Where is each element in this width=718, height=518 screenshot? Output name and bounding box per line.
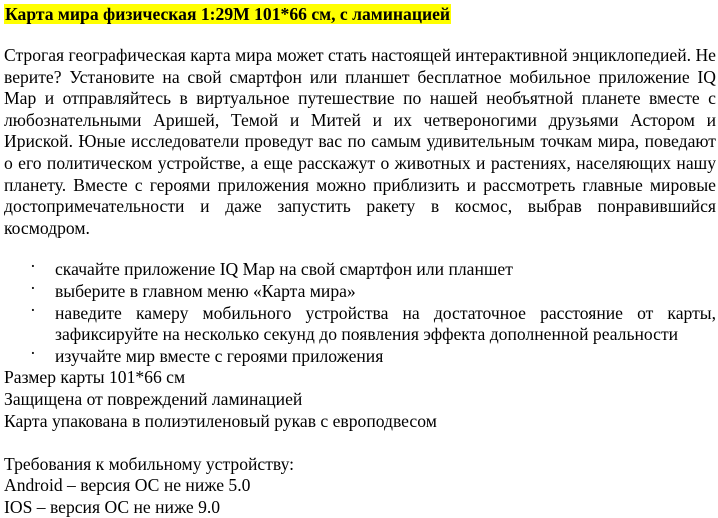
intro-paragraph: Строгая географическая карта мира может стать настоящей интерактивной энциклопедией. Не верите? Установите на свой смартфон или планшет бесплатное мобильное приложение IQ Map и отправляйтесь в виртуальное путешествие по нашей необъятной планете вместе с любознательными Аришей, Темой и Митей и их четвероногими друзьями Астором и Ириской. Юные исследователи проведут вас по самым удивительным точкам мира, поведают о его политическом устройстве, а еще расскажут о животных и растениях, населяющих нашу планету. Вместе с героями приложения можно приблизить и рассмотреть главные мировые достопримечательности и даже запустить ракету в космос, выбрав понравившийся космодром. bbox=[4, 45, 716, 238]
step-text: скачайте приложение IQ Map на свой смартфон или планшет bbox=[55, 259, 513, 280]
bullet-icon: · bbox=[30, 342, 36, 363]
step-text: наведите камеру мобильного устройства на достаточное расстояние от карты, зафиксируйте на несколько секунд до появления эффекта дополненной реальности bbox=[55, 302, 716, 345]
step-item bbox=[4, 277, 716, 303]
android-requirement: Android – версия ОС не ниже 5.0 bbox=[4, 475, 251, 496]
product-title: Карта мира физическая 1:29М 101*66 см, с ламинацией bbox=[5, 4, 451, 24]
spacer bbox=[4, 432, 716, 454]
lamination-note: Защищена от повреждений ламинацией bbox=[4, 388, 303, 409]
bullet-icon: · bbox=[30, 299, 36, 320]
bullet-icon: · bbox=[30, 256, 36, 277]
ios-requirement: IOS – версия ОС не ниже 9.0 bbox=[4, 496, 221, 517]
requirements-heading: Требования к мобильному устройству: bbox=[4, 453, 295, 474]
bullet-icon: · bbox=[30, 277, 36, 298]
step-text: изучайте мир вместе с героями приложения bbox=[55, 345, 384, 366]
step-item bbox=[4, 342, 716, 368]
packaging-note: Карта упакована в полиэтиленовый рукав с европодвесом bbox=[4, 410, 437, 431]
step-item bbox=[4, 256, 716, 281]
product-description bbox=[4, 0, 716, 518]
step-text: выберите в главном меню «Карта мира» bbox=[55, 280, 356, 301]
steps-list bbox=[4, 256, 716, 367]
step-item bbox=[4, 299, 716, 346]
map-size: Размер карты 101*66 см bbox=[4, 367, 186, 388]
title-line bbox=[4, 0, 716, 30]
